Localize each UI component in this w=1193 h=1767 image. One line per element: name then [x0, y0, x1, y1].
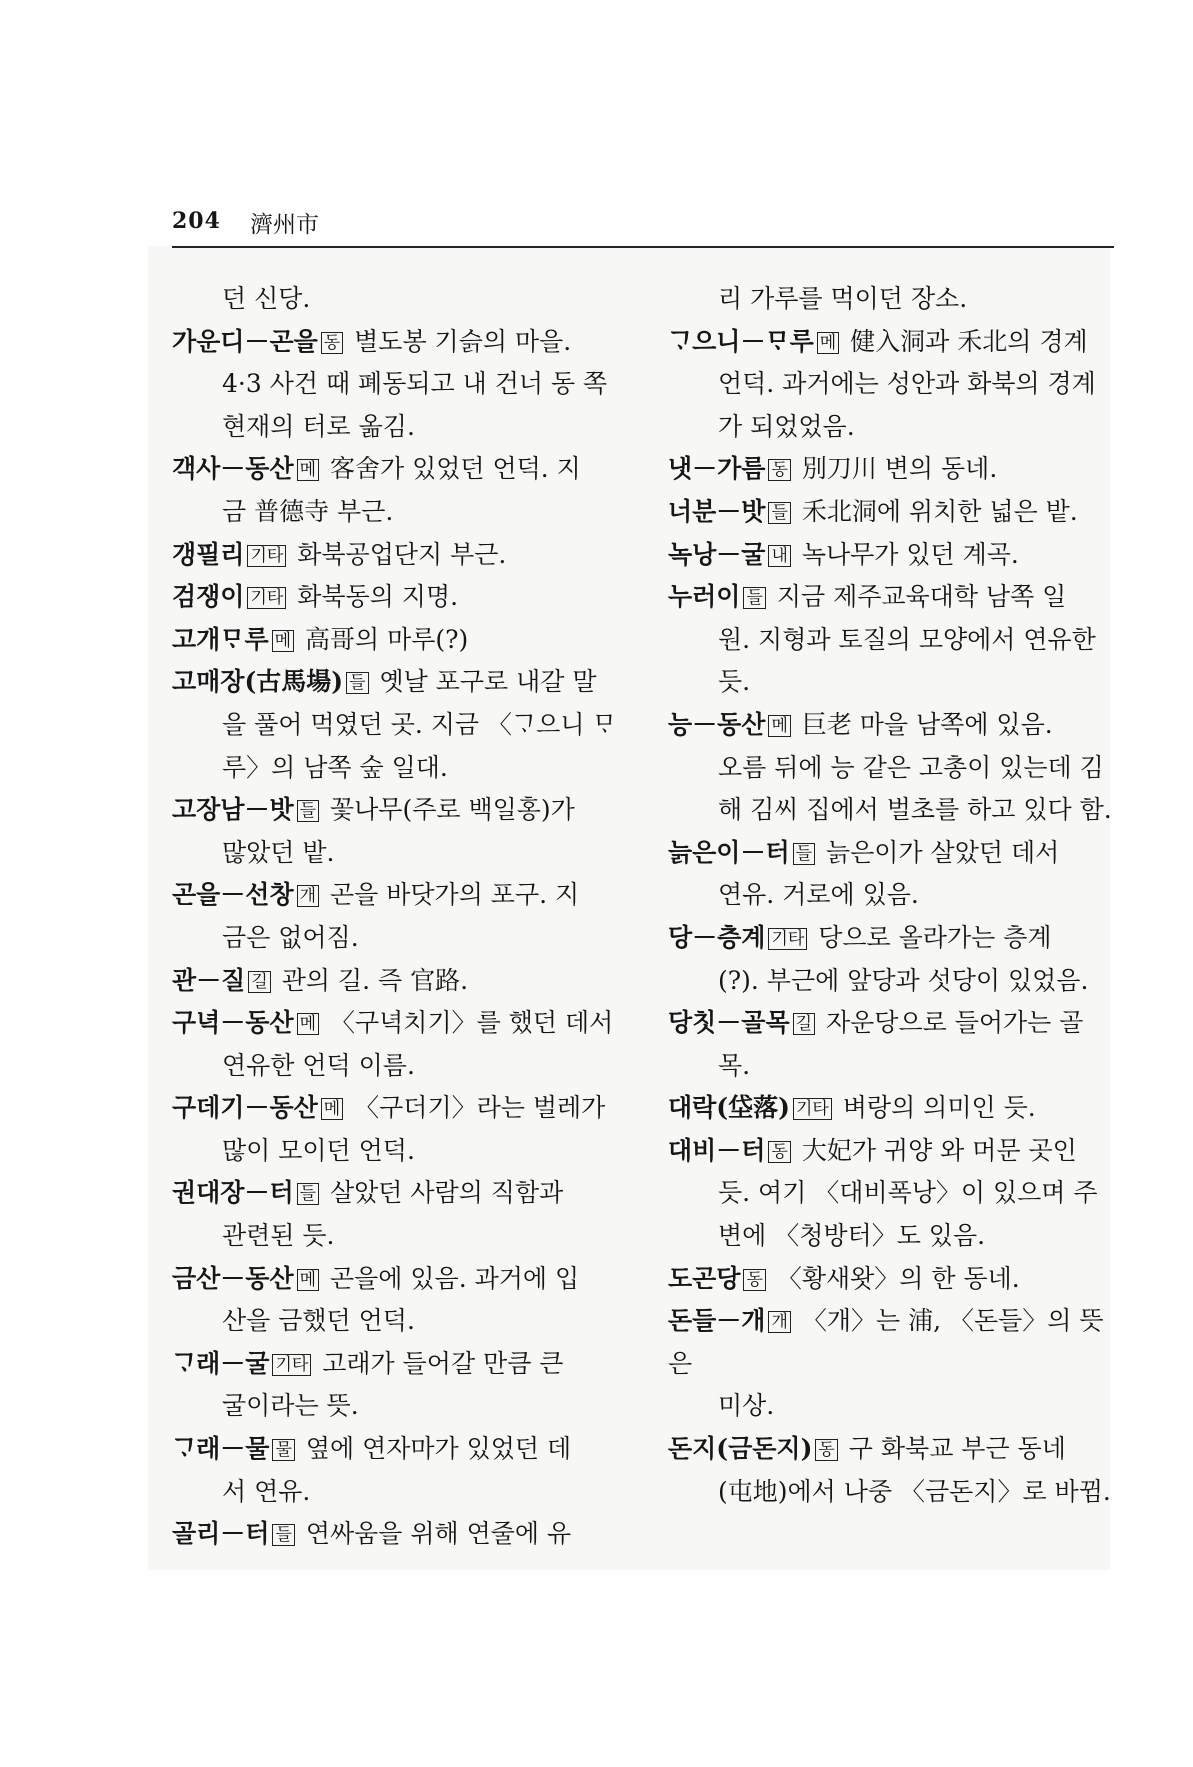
- entry-continuation: 목.: [718, 1050, 751, 1080]
- entry-definition: 연싸움을 위해 연줄에 유: [297, 1519, 572, 1549]
- entry-definition: 고래가 들어갈 만큼 큰: [314, 1348, 564, 1378]
- dictionary-entry: [172, 576, 620, 619]
- entry-term: 돈들－개: [668, 1306, 766, 1336]
- entry-definition: 구 화북교 부근 동네: [840, 1434, 1066, 1464]
- entry-continuation: 언덕. 과거에는 성안과 화북의 경계가 되었었음.: [718, 369, 1096, 441]
- page-number: 204: [172, 208, 221, 234]
- entry-continuation: 미상.: [718, 1391, 775, 1421]
- dictionary-entry: [668, 321, 1116, 364]
- entry-definition: 〈황새왓〉의 한 동네.: [768, 1263, 1020, 1293]
- dictionary-entry: [668, 1258, 1116, 1301]
- entry-term: ᄀᆞ래－물: [172, 1434, 270, 1464]
- category-badge: 기타: [272, 1354, 311, 1376]
- dictionary-entry: [668, 704, 1116, 747]
- category-badge: 들: [793, 843, 815, 865]
- entry-definition: 大妃가 귀양 와 머문 곳인: [793, 1135, 1077, 1165]
- category-badge: 들: [743, 587, 765, 609]
- dictionary-entry: [172, 1087, 620, 1130]
- entry-continuation: 연유. 거로에 있음.: [718, 880, 919, 910]
- entry-continuation: (屯地)에서 나중 〈금돈지〉로 바뀜.: [718, 1476, 1111, 1506]
- dictionary-entry: [172, 321, 620, 364]
- entry-continuation: 금 普德寺 부근.: [222, 496, 394, 526]
- entry-definition: 곤을 바닷가의 포구. 지: [322, 880, 580, 910]
- running-title: 濟州市: [250, 212, 319, 238]
- dictionary-entry: [172, 448, 620, 491]
- dictionary-entry: [172, 1172, 620, 1215]
- dictionary-entry: [172, 874, 620, 917]
- entry-definition: 옆에 연자마가 있었던 데: [297, 1434, 572, 1464]
- category-badge: 메: [768, 715, 790, 737]
- category-badge: 들: [346, 672, 368, 694]
- category-badge: 들: [272, 1524, 294, 1546]
- dictionary-entry: [172, 960, 620, 1003]
- dictionary-entry: [172, 534, 620, 577]
- entry-term: 고매장(古馬場): [172, 667, 344, 697]
- entry-term: 고장남－밧: [172, 795, 294, 825]
- entry-term: 능－동산: [668, 709, 766, 739]
- entry-definition: 곤을에 있음. 과거에 입: [322, 1263, 580, 1293]
- entry-definition: 〈구더기〉라는 벌레가: [346, 1093, 606, 1123]
- entry-term: 가운디－곤을: [172, 326, 318, 356]
- dictionary-entry: [668, 1300, 1116, 1385]
- entry-continuation: 오름 뒤에 능 같은 고총이 있는데 김해 김씨 집에서 벌초를 하고 있다 함.: [718, 752, 1112, 825]
- entry-term: ᄀᆞ으니－ᄆᆞ루: [668, 326, 814, 356]
- entry-definition: 늙은이가 살았던 데서: [818, 837, 1060, 867]
- category-badge: 동: [815, 1439, 837, 1461]
- category-badge: 메: [297, 1269, 319, 1291]
- entry-term: 대락(垈落): [668, 1093, 790, 1123]
- entry-continuation: 서 연유.: [222, 1476, 311, 1506]
- entry-term: 늙은이－터: [668, 837, 790, 867]
- category-badge: 들: [297, 1183, 319, 1205]
- entry-definition: 별도봉 기슭의 마을.: [346, 326, 572, 356]
- dictionary-entry: [668, 448, 1116, 491]
- entry-term: 녹낭－굴: [668, 539, 766, 569]
- entry-continuation: 듯. 여기 〈대비폭낭〉이 있으며 주변에 〈청방터〉도 있음.: [718, 1178, 1098, 1251]
- entry-definition: 옛날 포구로 내갈 말: [371, 667, 597, 697]
- entry-continuation: 금은 없어짐.: [222, 922, 359, 952]
- entry-definition: 客舍가 있었던 언덕. 지: [322, 454, 581, 484]
- category-badge: 동: [768, 459, 790, 481]
- category-badge: 기타: [793, 1098, 832, 1120]
- entry-continuation: 을 풀어 먹였던 곳. 지금 〈ᄀᆞ으니 ᄆᆞ루〉의 남쪽 숲 일대.: [222, 709, 617, 782]
- dictionary-entry: [668, 917, 1116, 960]
- category-badge: 기타: [768, 928, 807, 950]
- entry-continuation: 리 가루를 먹이던 장소.: [718, 284, 968, 313]
- entry-continuation: 던 신당.: [222, 284, 311, 313]
- entry-definition: 화북동의 지명.: [289, 582, 459, 612]
- dictionary-entry: [668, 1428, 1116, 1471]
- entry-definition: 高哥의 마루(?): [297, 624, 469, 654]
- category-badge: 메: [321, 1098, 343, 1120]
- category-badge: 길: [248, 971, 270, 993]
- entry-definition: 別刀川 변의 동네.: [793, 454, 998, 484]
- entry-term: 누러이: [668, 582, 741, 612]
- entry-continuation: 굴이라는 뜻.: [222, 1391, 359, 1421]
- dictionary-entry: [172, 1428, 620, 1471]
- category-badge: 개: [297, 885, 319, 907]
- entry-term: 갱필리: [172, 539, 245, 569]
- entry-term: 검쟁이: [172, 582, 245, 612]
- category-badge: 메: [817, 332, 839, 354]
- category-badge: 동: [321, 332, 343, 354]
- entry-continuation: 4·3 사건 때 폐동되고 내 건너 동 쪽 현재의 터로 옮김.: [222, 369, 608, 441]
- page-header: [172, 206, 1114, 248]
- dictionary-entry: [172, 789, 620, 832]
- dictionary-entry: [668, 534, 1116, 577]
- category-badge: 물: [272, 1439, 294, 1461]
- right-column: [668, 278, 1116, 1513]
- entry-term: 골리－터: [172, 1519, 270, 1549]
- entry-term: 대비－터: [668, 1135, 766, 1165]
- dictionary-entry: [668, 1130, 1116, 1173]
- entry-continuation: (?). 부근에 앞당과 섯당이 있었음.: [718, 965, 1089, 995]
- category-badge: 들: [297, 800, 319, 822]
- entry-continuation: 원. 지형과 토질의 모양에서 연유한 듯.: [718, 624, 1096, 697]
- entry-definition: 〈구녁치기〉를 했던 데서: [322, 1008, 614, 1038]
- entry-definition: 禾北洞에 위치한 넓은 밭.: [793, 496, 1078, 526]
- dictionary-entry: [668, 1087, 1116, 1130]
- entry-term: 냇－가름: [668, 454, 766, 484]
- dictionary-entry: [668, 1002, 1116, 1045]
- entry-definition: 관의 길. 즉 官路.: [273, 965, 469, 995]
- entry-term: 권대장－터: [172, 1178, 294, 1208]
- category-badge: 메: [297, 1013, 319, 1035]
- dictionary-entry: [668, 491, 1116, 534]
- entry-term: 당－층계: [668, 922, 766, 952]
- dictionary-entry: [172, 1002, 620, 1045]
- entry-term: 구녁－동산: [172, 1008, 294, 1038]
- entry-definition: 꽃나무(주로 백일홍)가: [322, 795, 575, 825]
- category-badge: 메: [272, 630, 294, 652]
- entry-continuation: 많이 모이던 언덕.: [222, 1135, 415, 1165]
- category-badge: 동: [743, 1269, 765, 1291]
- entry-term: 도곤당: [668, 1263, 741, 1293]
- category-badge: 기타: [247, 587, 286, 609]
- dictionary-entry: [172, 1258, 620, 1301]
- entry-term: 곤을－선창: [172, 880, 294, 910]
- entry-term: 구데기－동산: [172, 1093, 318, 1123]
- entry-continuation: 많았던 밭.: [222, 837, 335, 867]
- category-badge: 내: [768, 545, 790, 567]
- entry-term: 당칫－골목: [668, 1008, 790, 1038]
- dictionary-entry: [668, 576, 1116, 619]
- entry-definition: 巨老 마을 남쪽에 있음.: [793, 709, 1053, 739]
- entry-term: 관－질: [172, 965, 246, 995]
- entry-continuation: 연유한 언덕 이름.: [222, 1050, 415, 1080]
- entry-definition: 지금 제주교육대학 남쪽 일: [768, 582, 1067, 612]
- entry-term: ᄀᆞ래－굴: [172, 1348, 270, 1378]
- dictionary-entry: [172, 661, 620, 704]
- entry-definition: 자운당으로 들어가는 골: [818, 1008, 1084, 1038]
- entry-definition: 健入洞과 禾北의 경계: [842, 326, 1088, 356]
- dictionary-entry: [172, 1513, 620, 1556]
- entry-continuation: 산을 금했던 언덕.: [222, 1306, 415, 1336]
- entry-definition: 화북공업단지 부근.: [289, 539, 507, 569]
- category-badge: 메: [297, 459, 319, 481]
- dictionary-entry: [668, 832, 1116, 875]
- entry-term: 너분－밧: [668, 496, 766, 526]
- category-badge: 들: [768, 502, 790, 524]
- entry-definition: 벼랑의 의미인 듯.: [834, 1093, 1036, 1123]
- entry-definition: 〈개〉는 浦, 〈돈들〉의 뜻은: [668, 1306, 1104, 1378]
- category-badge: 기타: [247, 545, 286, 567]
- category-badge: 개: [768, 1311, 790, 1333]
- entry-term: 돈지(금돈지): [668, 1434, 813, 1464]
- entry-definition: 당으로 올라가는 층계: [810, 922, 1052, 952]
- entry-term: 고개ᄆᆞ루: [172, 624, 269, 654]
- dictionary-entry: [172, 619, 620, 662]
- category-badge: 동: [768, 1141, 790, 1163]
- left-column: [172, 278, 620, 1556]
- entry-definition: 살았던 사람의 직함과: [322, 1178, 564, 1208]
- dictionary-entry: [172, 1343, 620, 1386]
- entry-term: 금산－동산: [172, 1263, 294, 1293]
- entry-continuation: 관련된 듯.: [222, 1221, 335, 1251]
- entry-term: 객사－동산: [172, 454, 294, 484]
- entry-definition: 녹나무가 있던 계곡.: [793, 539, 1019, 569]
- category-badge: 길: [793, 1013, 815, 1035]
